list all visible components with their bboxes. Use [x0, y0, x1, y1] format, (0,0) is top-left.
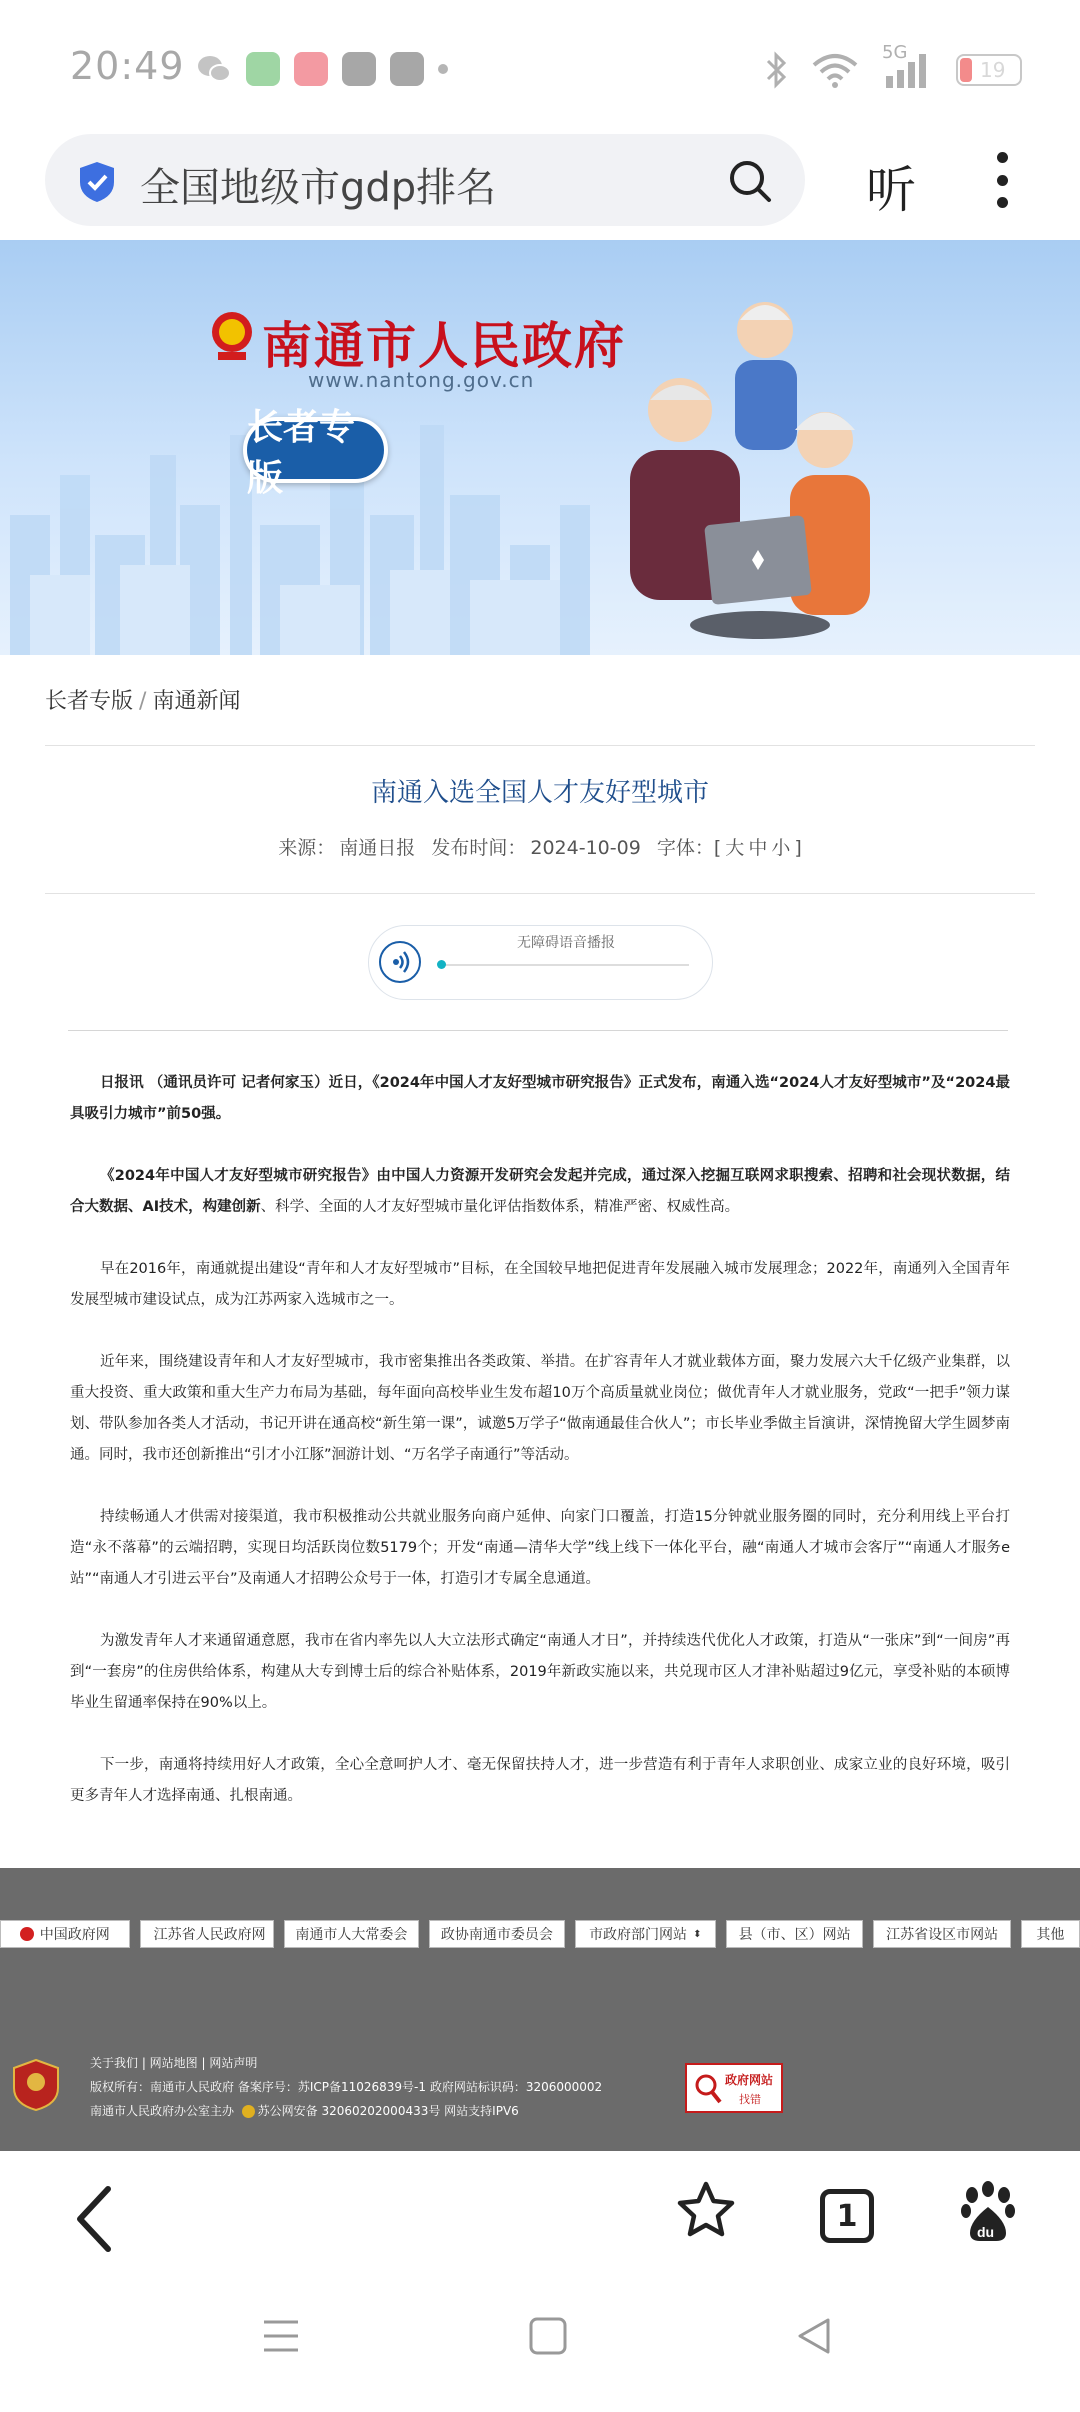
select-jiangsu-cities[interactable]: 江苏省设区市网站	[873, 1920, 1010, 1948]
divider	[68, 1030, 1008, 1031]
breadcrumb-section-link[interactable]: 南通新闻	[152, 689, 241, 714]
paragraph-text: 、科学、全面的人才友好型城市量化评估指数体系，精准严密、权威性高。	[260, 1199, 740, 1215]
audio-wave-icon	[381, 943, 419, 981]
listen-button[interactable]: 听	[866, 161, 916, 219]
audio-player	[368, 925, 713, 1000]
font-large-button[interactable]: 大	[725, 837, 745, 859]
tab-count: 1	[836, 2198, 858, 2234]
app-icon-gray	[342, 52, 376, 86]
gov-badge-subtitle: 找错	[739, 2093, 761, 2106]
status-bar	[0, 0, 1080, 130]
star-icon[interactable]	[675, 2179, 737, 2241]
bluetooth-icon	[764, 51, 788, 89]
more-notifications-dot	[438, 64, 448, 74]
font-size-close: ]	[794, 837, 802, 859]
wifi-icon	[810, 51, 860, 89]
shield-icon	[77, 160, 117, 204]
paragraph	[70, 1068, 1010, 1130]
footer-host: 南通市人民政府办公室主办 苏公网安备 32060202000433号 网站支持IPV6	[90, 2104, 519, 2118]
network-type: 5G	[882, 42, 908, 63]
search-query[interactable]: 全国地级市gdp排名	[140, 165, 497, 211]
status-time: 20:49	[70, 44, 185, 88]
audio-label: 无障碍语音播报	[517, 935, 615, 951]
link-nantong-npc[interactable]: 南通市人大常委会	[284, 1920, 419, 1948]
system-navigation-bar	[0, 2286, 1080, 2412]
audio-play-button[interactable]	[379, 941, 421, 983]
search-icon[interactable]	[727, 158, 773, 204]
tabs-icon[interactable]	[820, 2189, 874, 2243]
browser-bottom-nav	[0, 2151, 1080, 2286]
more-icon[interactable]	[995, 152, 1009, 208]
divider	[45, 745, 1035, 746]
battery-icon	[956, 54, 1022, 86]
audio-progress-track[interactable]	[439, 964, 689, 966]
security-badge-icon	[242, 2105, 255, 2118]
back-icon[interactable]	[70, 2181, 120, 2257]
battery-level	[960, 58, 972, 82]
baidu-icon[interactable]	[958, 2181, 1018, 2245]
site-footer	[0, 1868, 1080, 2151]
recent-icon[interactable]	[794, 2316, 834, 2356]
elderly-people-illustration	[600, 280, 880, 655]
footer-info	[90, 2051, 602, 2123]
audio-progress-handle[interactable]	[437, 960, 446, 969]
divider	[45, 893, 1035, 894]
select-county-sites[interactable]: 县（市、区）网站	[726, 1920, 863, 1948]
link-jiangsu-gov[interactable]: 江苏省人民政府网	[140, 1920, 274, 1948]
tiktok-icon	[390, 52, 424, 86]
svg-text:du: du	[977, 2224, 995, 2240]
elder-edition-badge[interactable]: 长者专版	[243, 417, 388, 483]
link-gov-cn[interactable]: 中国政府网	[0, 1920, 130, 1948]
breadcrumb	[45, 684, 240, 715]
status-right	[764, 42, 1022, 90]
app-icon-red	[294, 52, 328, 86]
home-icon[interactable]	[528, 2316, 568, 2356]
article-body	[70, 1068, 1010, 1843]
gov-badge-title: 政府网站	[725, 2073, 774, 2087]
paragraph	[70, 1161, 1010, 1223]
gov-site-error-report-badge[interactable]	[685, 2063, 783, 2113]
font-size-label: 字体：[	[656, 837, 722, 859]
emblem-icon	[20, 1927, 34, 1941]
font-medium-button[interactable]: 中	[748, 837, 768, 859]
font-small-button[interactable]: 小	[771, 837, 791, 859]
paragraph-bold: 日报讯 （通讯员许可 记者何家玉）近日，《2024年中国人才友好型城市研究报告》正式发布，南通入选“2024人才友好型城市”及“2024最具吸引力城市”前50强。	[70, 1075, 1010, 1122]
magnifier-icon	[693, 2071, 723, 2107]
paragraph: 近年来，围绕建设青年和人才友好型城市，我市密集推出各类政策、举措。在扩容青年人才就业载体方面，聚力发展六大千亿级产业集群，以重大投资、重大政策和重大生产力布局为基础，每年面向高校毕业生发布超10万个高质量就业岗位；做优青年人才就业服务，党政“一把手”领力谋划、带队参加各类人才活动，书记开讲在通高校“新生第一课”，诚邀5万学子“做南通最佳合伙人”；市长毕业季做主旨演讲，深情挽留大学生圆梦南通。同时，我市还创新推出“引才小江豚”洄游计划、“万名学子南通行”等活动。	[70, 1354, 1010, 1463]
notification-icons	[196, 52, 448, 86]
signal-indicator	[882, 42, 934, 90]
browser-toolbar	[0, 130, 1080, 240]
site-title: 南通市人民政府	[262, 316, 626, 375]
paragraph: 为激发青年人才来通留通意愿，我市在省内率先以人大立法形式确定“南通人才日”，并持续迭代优化人才政策，打造从“一张床”到“一间房”再到“一套房”的住房供给体系，构建从大专到博士后的综合补贴体系，2019年新政实施以来，共兑现市区人才津补贴超过9亿元，享受补贴的本硕博毕业生留通率保持在90%以上。	[70, 1633, 1010, 1711]
article-meta	[0, 833, 1080, 860]
site-url: www.nantong.gov.cn	[308, 368, 535, 392]
breadcrumb-home-link[interactable]: 长者专版	[45, 689, 134, 714]
paragraph-bold: 《2024年中国人才友好型城市研究报告》由中国人力资源开发研究会发起并完成，通过深入挖掘互联网求职搜索、招聘和社会现状数据，结合大数据、AI技术，构建创新	[70, 1168, 1010, 1215]
footer-links[interactable]: 关于我们 | 网站地图 | 网站声明	[90, 2056, 258, 2070]
source-label: 来源：	[278, 837, 336, 859]
national-emblem-icon	[210, 308, 254, 362]
chevron-down-icon: ⬍	[693, 1928, 702, 1940]
police-badge-icon	[12, 2058, 60, 2112]
battery-percent: 19	[980, 58, 1006, 82]
select-city-departments[interactable]: 市政府部门网站 ⬍	[575, 1920, 716, 1948]
signal-icon	[882, 50, 934, 90]
paragraph: 早在2016年，南通就提出建设“青年和人才友好型城市”目标，在全国较早地把促进青年发展融入城市发展理念；2022年，南通列入全国青年发展型城市建设试点，成为江苏两家入选城市之一。	[70, 1261, 1010, 1308]
source-value: 南通日报	[339, 837, 416, 859]
search-box[interactable]	[45, 134, 805, 226]
select-other-sites[interactable]: 其他	[1021, 1920, 1080, 1948]
footer-copyright: 版权所有：南通市人民政府 备案序号：苏ICP备11026839号-1 政府网站标识码：3206000002	[90, 2080, 603, 2094]
publish-date: 2024-10-09	[530, 837, 641, 859]
breadcrumb-separator: /	[139, 689, 147, 714]
paragraph: 持续畅通人才供需对接渠道，我市积极推动公共就业服务向商户延伸、向家门口覆盖，打造15分钟就业服务圈的同时，充分利用线上平台打造“永不落幕”的云端招聘，实现日均活跃岗位数5179个；开发“南通—清华大学”线上线下一体化平台，融“南通人才城市会客厅”“南通人才服务e站”“南通人才引进云平台”及南通人才招聘公众号于一体，打造引才专属全息通道。	[70, 1509, 1010, 1587]
wechat-icon	[196, 53, 232, 85]
city-skyline-illustration	[0, 395, 1080, 655]
related-links-row	[0, 1920, 1080, 1952]
menu-icon[interactable]	[262, 2316, 300, 2356]
paragraph: 下一步，南通将持续用好人才政策，全心全意呵护人才、毫无保留扶持人才，进一步营造有利于青年人求职创业、成家立业的良好环境，吸引更多青年人才选择南通、扎根南通。	[70, 1757, 1010, 1804]
link-nantong-cppcc[interactable]: 政协南通市委员会	[429, 1920, 564, 1948]
site-banner	[0, 240, 1080, 655]
publish-time-label: 发布时间：	[431, 837, 527, 859]
messages-icon	[246, 52, 280, 86]
article-title: 南通入选全国人才友好型城市	[370, 778, 709, 808]
